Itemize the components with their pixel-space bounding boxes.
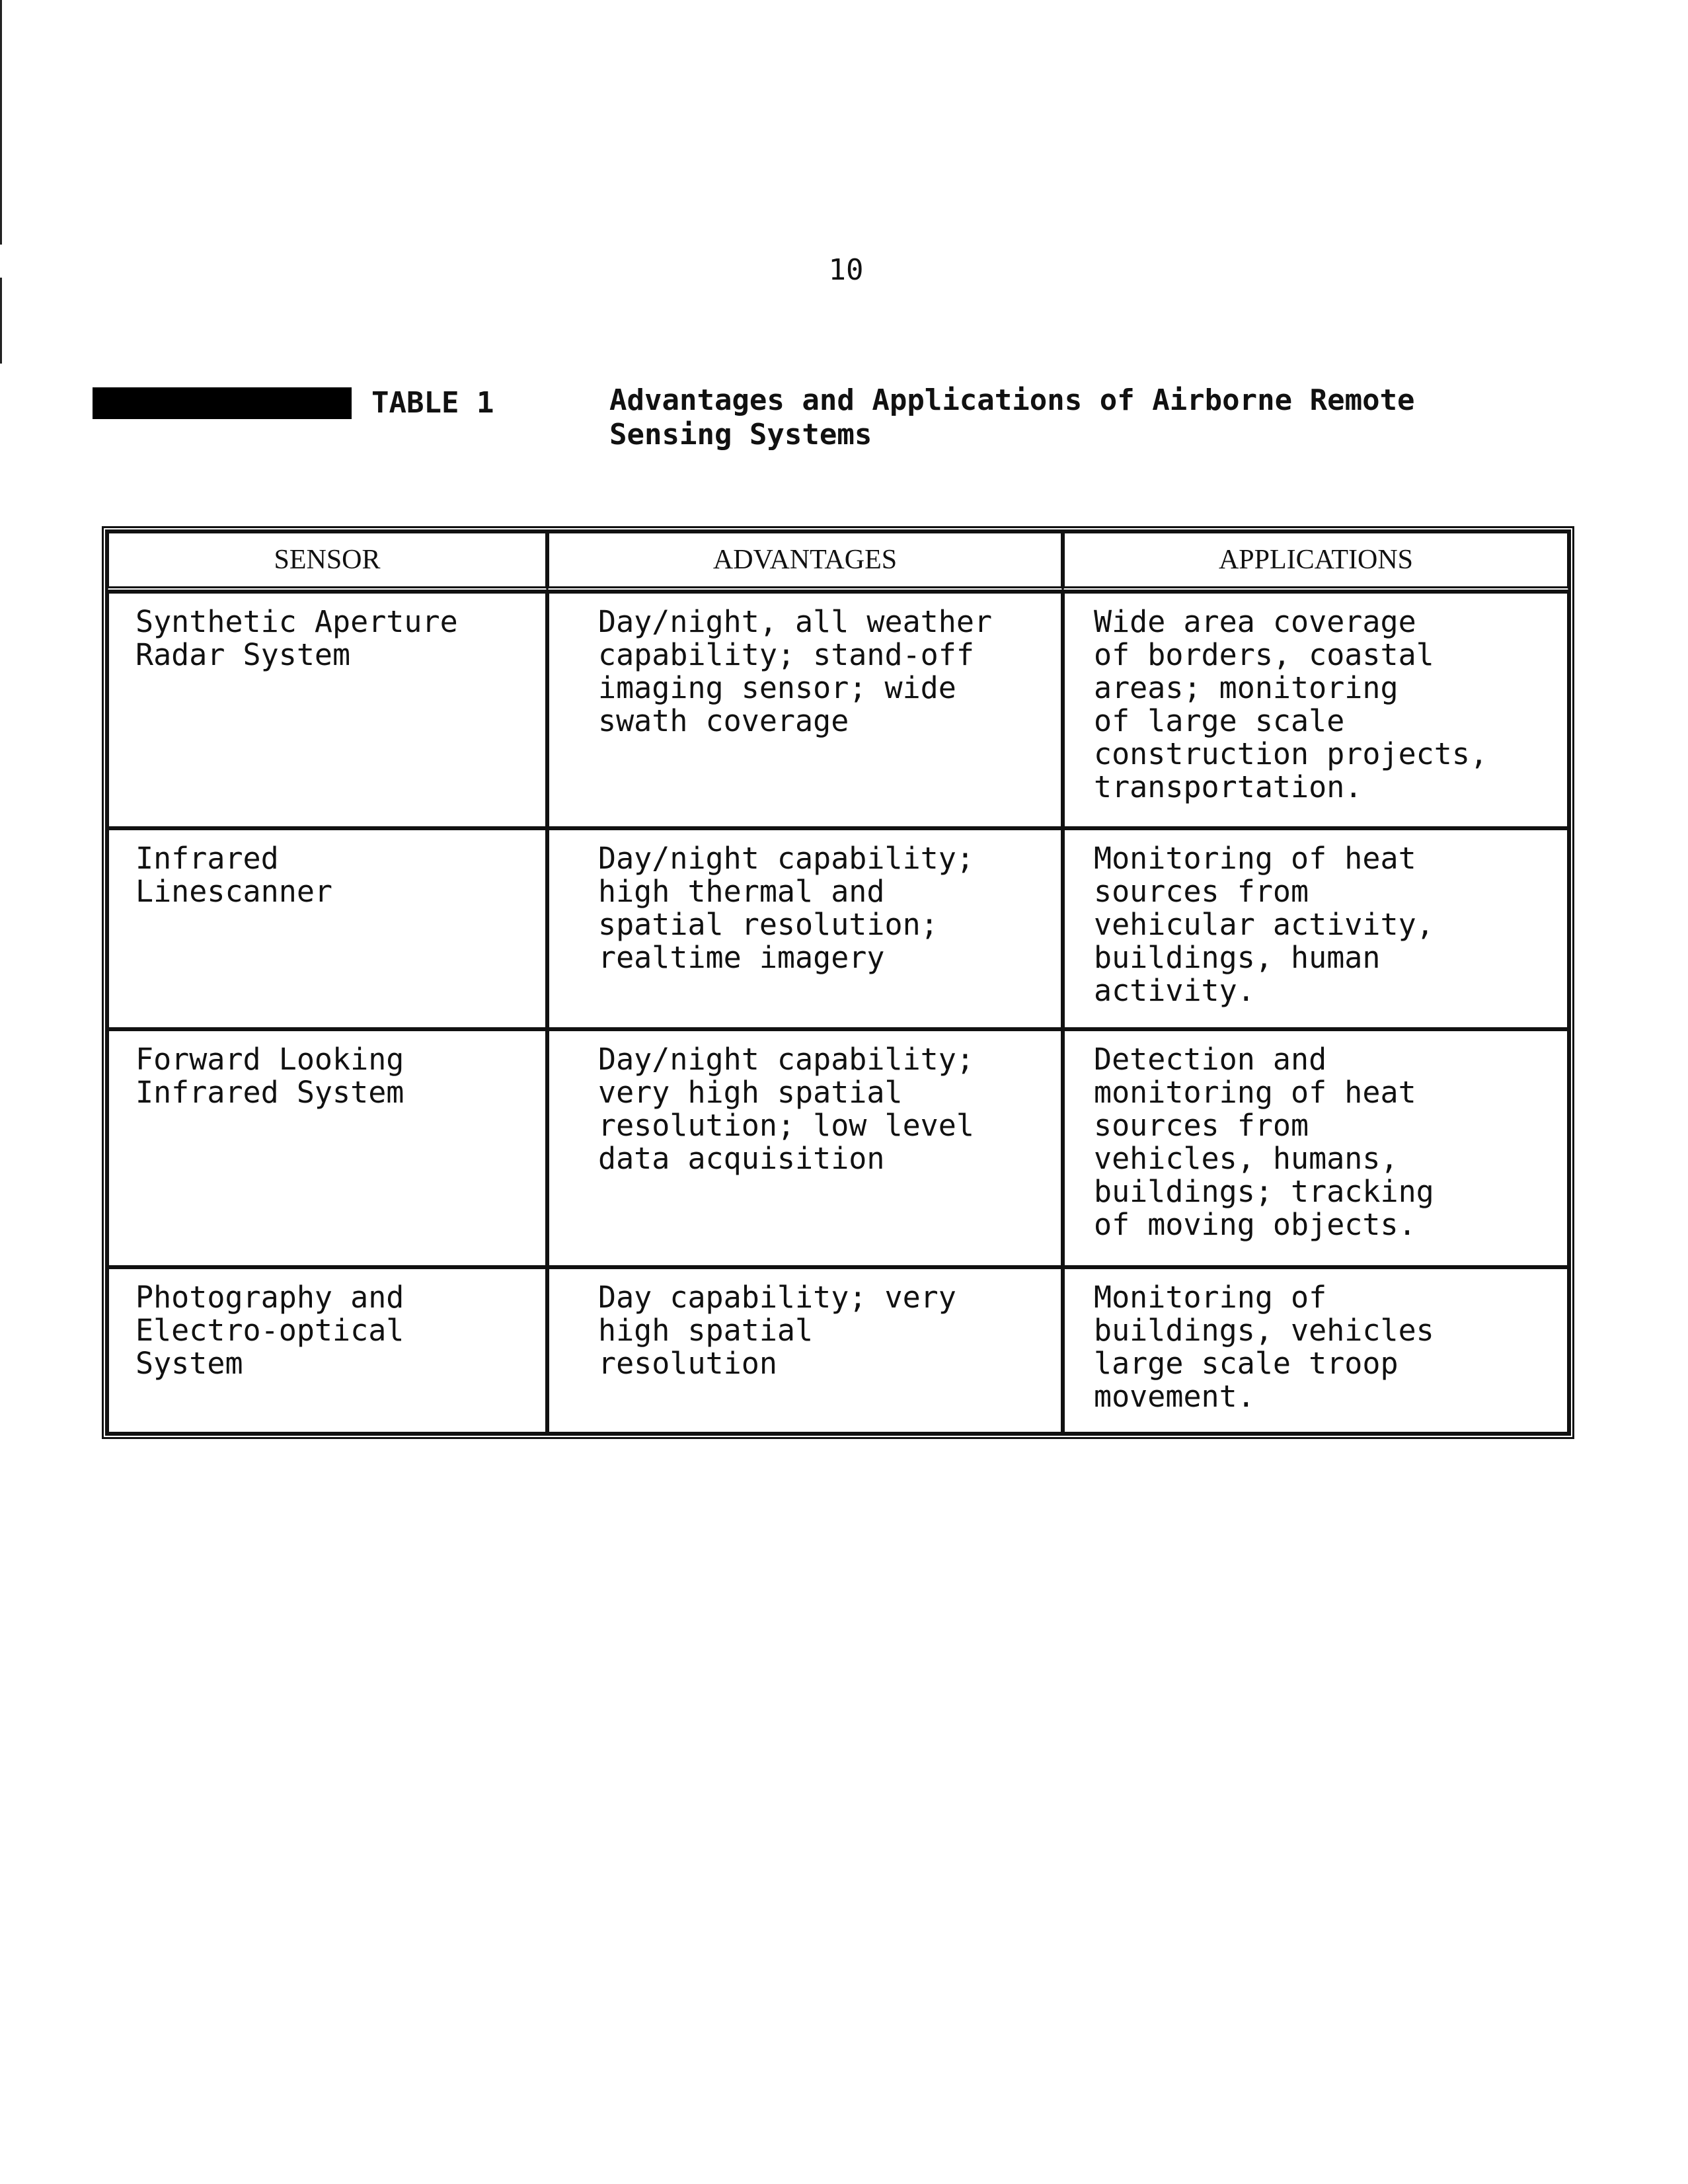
- sensor-cell: Forward Looking Infrared System: [107, 1029, 547, 1267]
- applications-cell: Detection and monitoring of heat sources from vehicles, humans, buildings; tracking of moving objects.: [1063, 1029, 1569, 1267]
- header-advantages: ADVANTAGES: [547, 531, 1063, 592]
- sensor-cell: Photography and Electro-optical System: [107, 1267, 547, 1434]
- sensor-cell: Infrared Linescanner: [107, 828, 547, 1029]
- applications-cell: Monitoring of buildings, vehicles large scale troop movement.: [1063, 1267, 1569, 1434]
- header-applications: APPLICATIONS: [1063, 531, 1569, 592]
- table-row: [107, 1267, 1569, 1434]
- advantages-cell: Day/night capability; very high spatial resolution; low level data acquisition: [547, 1029, 1063, 1267]
- sensor-cell: Synthetic Aperture Radar System: [107, 592, 547, 828]
- left-edge-mark-lower: [0, 278, 2, 364]
- table-row: [107, 592, 1569, 828]
- table-header-row: [107, 531, 1569, 592]
- applications-cell: Monitoring of heat sources from vehicular activity, buildings, human activity.: [1063, 828, 1569, 1029]
- table-label: TABLE 1: [371, 386, 494, 420]
- advantages-cell: Day/night, all weather capability; stand-off imaging sensor; wide swath coverage: [547, 592, 1063, 828]
- page-number: 10: [828, 253, 864, 287]
- advantages-cell: Day capability; very high spatial resolution: [547, 1267, 1063, 1434]
- header-sensor: SENSOR: [107, 531, 547, 592]
- applications-cell: Wide area coverage of borders, coastal areas; monitoring of large scale construction projects, transportation.: [1063, 592, 1569, 828]
- table-title: Advantages and Applications of Airborne Remote Sensing Systems: [609, 383, 1415, 451]
- left-edge-mark-upper: [0, 0, 2, 245]
- advantages-cell: Day/night capability; high thermal and spatial resolution; realtime imagery: [547, 828, 1063, 1029]
- redaction-bar: [93, 387, 352, 419]
- sensing-systems-table: [102, 526, 1574, 1439]
- table-row: [107, 828, 1569, 1029]
- table-row: [107, 1029, 1569, 1267]
